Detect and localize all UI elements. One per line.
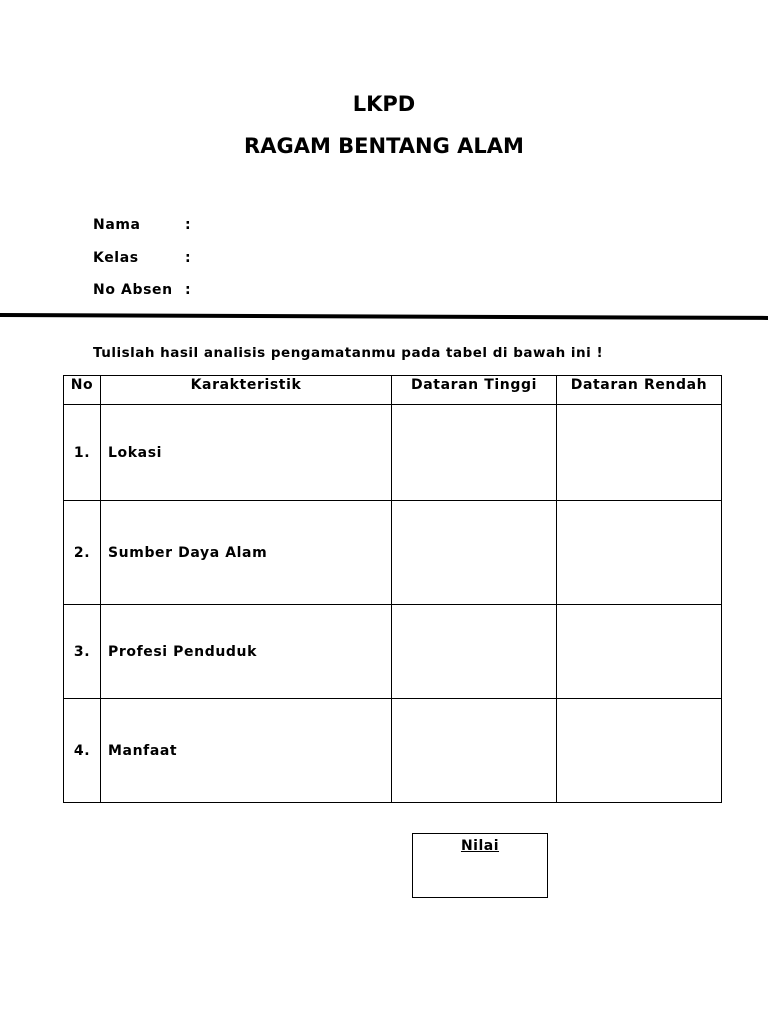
table-row [64,501,722,605]
row-karakteristik: Sumber Daya Alam [101,501,392,605]
cell-dataran-rendah[interactable] [557,605,722,699]
header-dataran-rendah: Dataran Rendah [557,376,722,405]
table-header-row [64,376,722,405]
header-karakteristik: Karakteristik [101,376,392,405]
score-label: Nilai [460,838,500,854]
cell-dataran-tinggi[interactable] [392,501,557,605]
field-no-absen-label: No Absen [93,282,173,298]
table-row [64,405,722,501]
field-kelas-label: Kelas [93,250,139,266]
cell-dataran-tinggi[interactable] [392,605,557,699]
document-subtitle: RAGAM BENTANG ALAM [244,134,524,158]
field-kelas-colon: : [185,250,192,266]
table-row [64,699,722,803]
header-no: No [64,376,101,405]
analysis-table [63,375,722,803]
field-nama-label: Nama [93,217,141,233]
field-nama [93,217,191,233]
cell-dataran-rendah[interactable] [557,501,722,605]
cell-dataran-tinggi[interactable] [392,405,557,501]
field-no-absen-colon: : [185,282,192,298]
header-divider [0,313,768,320]
row-number: 1. [64,405,101,501]
cell-dataran-rendah[interactable] [557,699,722,803]
row-number: 4. [64,699,101,803]
cell-dataran-rendah[interactable] [557,405,722,501]
document-title: LKPD [352,92,416,116]
row-karakteristik: Manfaat [101,699,392,803]
cell-dataran-tinggi[interactable] [392,699,557,803]
instruction-text: Tulislah hasil analisis pengamatanmu pada tabel di bawah ini ! [93,345,604,361]
table-row [64,605,722,699]
header-dataran-tinggi: Dataran Tinggi [392,376,557,405]
row-karakteristik: Profesi Penduduk [101,605,392,699]
row-number: 3. [64,605,101,699]
field-kelas [93,250,191,266]
row-karakteristik: Lokasi [101,405,392,501]
field-no-absen [93,282,191,298]
score-box[interactable] [412,833,548,898]
row-number: 2. [64,501,101,605]
field-nama-colon: : [185,217,192,233]
